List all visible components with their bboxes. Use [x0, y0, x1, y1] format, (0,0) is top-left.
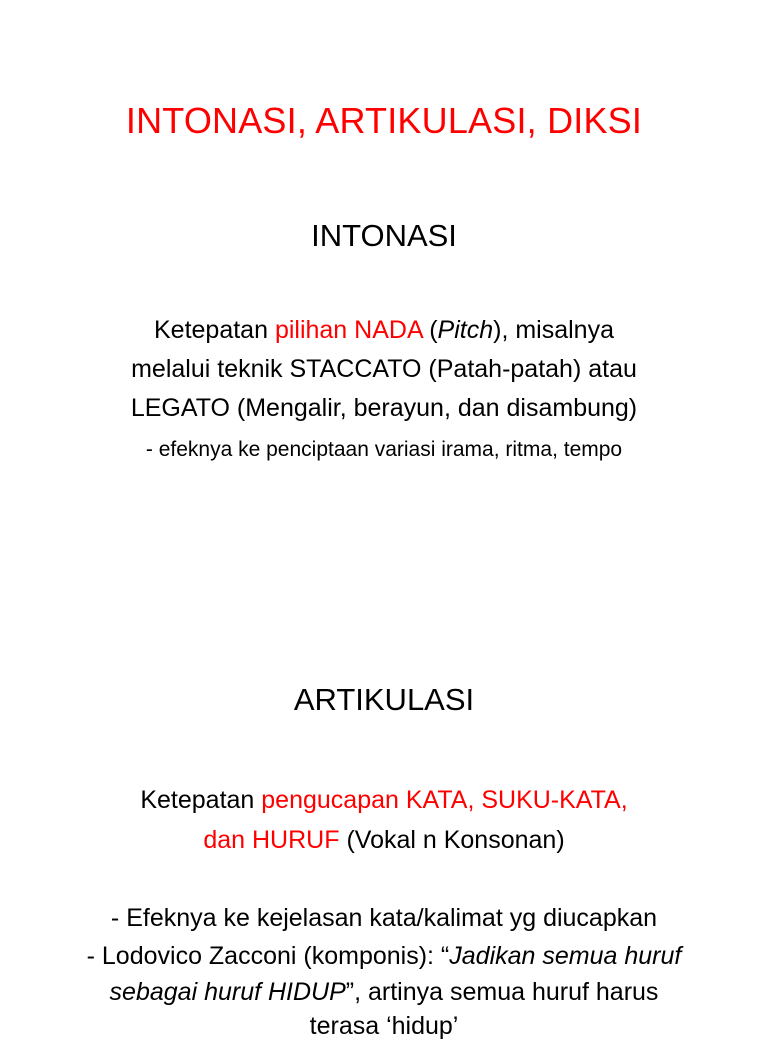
intonasi-line-4: - efeknya ke penciptaan variasi irama, ritma, tempo [145, 438, 623, 461]
artikulasi-line-2-b: (Vokal n Konsonan) [339, 826, 565, 854]
intonasi-pitch: Pitch [437, 316, 494, 344]
artikulasi-line-2 [0, 826, 768, 855]
artikulasi-line-4-a: - Lodovico Zacconi (komponis): “ [86, 942, 450, 970]
artikulasi-quote-1: Jadikan semua huruf [449, 942, 682, 970]
artikulasi-line-6: terasa ‘hidup’ [309, 1012, 459, 1040]
artikulasi-line-3: - Efeknya ke kejelasan kata/kalimat yg diucapkan [110, 904, 658, 932]
intonasi-highlight-nada: pilihan NADA [274, 316, 423, 344]
intonasi-line-1-c: ( [422, 316, 438, 344]
artikulasi-highlight-kata: pengucapan KATA, SUKU-KATA, [261, 786, 628, 814]
artikulasi-line-5 [0, 978, 768, 1007]
artikulasi-highlight-huruf: dan HURUF [203, 826, 340, 854]
artikulasi-line-1-a: Ketepatan [140, 786, 262, 814]
intonasi-line-1-a: Ketepatan [154, 316, 275, 344]
artikulasi-line-4 [0, 942, 768, 971]
artikulasi-line-5-b: ”, artinya semua huruf harus [345, 978, 659, 1006]
artikulasi-quote-2: sebagai huruf HIDUP [109, 978, 346, 1006]
slide-title: INTONASI, ARTIKULASI, DIKSI [125, 100, 643, 141]
intonasi-line-2: melalui teknik STACCATO (Patah-patah) atau [131, 355, 637, 383]
intonasi-line-1-e: ), misalnya [493, 316, 614, 344]
artikulasi-heading: ARTIKULASI [293, 682, 475, 717]
intonasi-heading: INTONASI [311, 218, 457, 253]
intonasi-line-1 [0, 316, 768, 345]
artikulasi-line-1 [0, 786, 768, 815]
intonasi-line-3: LEGATO (Mengalir, berayun, dan disambung) [130, 394, 638, 422]
